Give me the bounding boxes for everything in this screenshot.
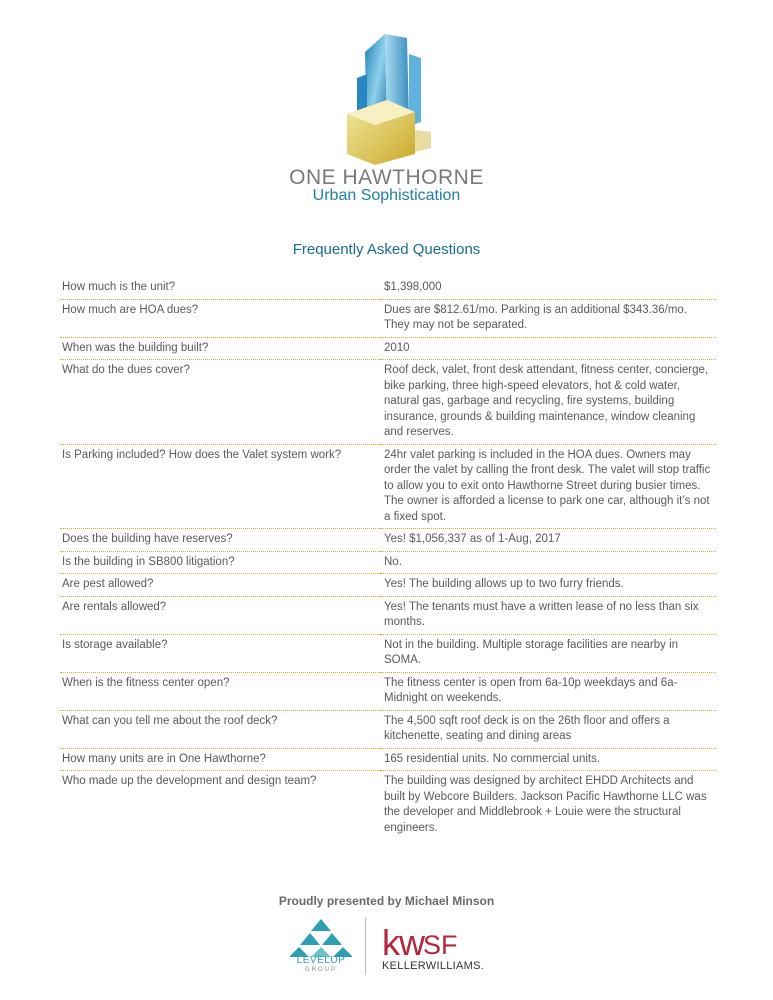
faq-answer: No. <box>380 551 716 574</box>
faq-question: How much are HOA dues? <box>60 299 380 337</box>
faq-answer: The building was designed by architect EHDD Architects and built by Webcore Builders. Jackson Pacific Hawthorne LLC was the developer and Middlebrook + Louie were the structural engineers. <box>384 775 707 834</box>
faq-row <box>60 444 716 529</box>
brand-subtitle: Urban Sophistication <box>312 187 461 204</box>
levelup-label: LEVELUP <box>296 955 346 966</box>
faq-row <box>60 672 716 710</box>
faq-question: Is storage available? <box>60 634 380 672</box>
faq-row <box>60 771 716 840</box>
faq-table <box>60 277 716 839</box>
faq-answer: 165 residential units. No commercial units. <box>380 748 716 771</box>
faq-answer: 24hr valet parking is included in the HOA dues. Owners may order the valet by calling the front desk. The valet will stop traffic to allow you to exit onto Hawthorne Street during busier times. The owner is afforded a license to park one car, although it’s not a fixed spot. <box>380 444 716 529</box>
faq-row <box>60 337 716 360</box>
faq-question: How much is the unit? <box>60 277 380 299</box>
levelup-group-label: GROUP <box>304 967 337 973</box>
faq-row <box>60 596 716 634</box>
logo-divider <box>365 917 366 975</box>
faq-answer: The fitness center is open from 6a-10p weekdays and 6a-Midnight on weekends. <box>380 672 716 710</box>
faq-question: Is the building in SB800 litigation? <box>60 551 380 574</box>
brand-title: ONE HAWTHORNE <box>289 166 484 189</box>
faq-question: Is Parking included? How does the Valet system work? <box>60 444 380 529</box>
faq-row <box>60 710 716 748</box>
faq-question: When is the fitness center open? <box>60 672 380 710</box>
faq-row <box>60 529 716 552</box>
faq-heading: Frequently Asked Questions <box>292 241 481 258</box>
faq-row <box>60 551 716 574</box>
faq-answer: Yes! The building allows up to two furry friends. <box>380 574 716 597</box>
faq-question: Are pest allowed? <box>60 574 380 597</box>
faq-row <box>60 634 716 672</box>
faq-row <box>60 299 716 337</box>
faq-question: Does the building have reserves? <box>60 529 380 552</box>
faq-answer: $1,398,000 <box>380 277 716 299</box>
faq-row <box>60 748 716 771</box>
kw-sf-mark: SF <box>423 930 458 960</box>
kw-logo-mark: kw <box>382 922 424 963</box>
faq-question: How many units are in One Hawthorne? <box>60 748 380 771</box>
faq-answer: Not in the building. Multiple storage facilities are nearby in SOMA. <box>380 634 716 672</box>
faq-question: What do the dues cover? <box>60 360 380 445</box>
faq-question: Are rentals allowed? <box>60 596 380 634</box>
building-logo <box>335 30 445 165</box>
faq-row <box>60 360 716 445</box>
faq-question: What can you tell me about the roof deck? <box>60 710 380 748</box>
faq-answer: Yes! $1,056,337 as of 1-Aug, 2017 <box>380 529 716 552</box>
keller-williams-name: KELLERWILLIAMS. <box>382 960 485 972</box>
faq-answer: Roof deck, valet, front desk attendant, fitness center, concierge, bike parking, three high-speed elevators, hot & cold water, natural gas, garbage and recycling, fire systems, building insurance, grounds & building maintenance, window cleaning and reserves. <box>380 360 716 445</box>
faq-row <box>60 574 716 597</box>
faq-answer: 2010 <box>380 337 716 360</box>
faq-answer: Dues are $812.61/mo. Parking is an additional $343.36/mo. They may not be separated. <box>380 299 716 337</box>
faq-answer: Yes! The tenants must have a written lease of no less than six months. <box>380 596 716 634</box>
faq-question: When was the building built? <box>60 337 380 360</box>
faq-answer: The 4,500 sqft roof deck is on the 26th floor and offers a kitchenette, seating and dining areas <box>380 710 716 748</box>
presented-by: Proudly presented by Michael Minson <box>278 894 495 908</box>
faq-question: Who made up the development and design team? <box>62 775 317 787</box>
faq-row <box>60 277 716 299</box>
